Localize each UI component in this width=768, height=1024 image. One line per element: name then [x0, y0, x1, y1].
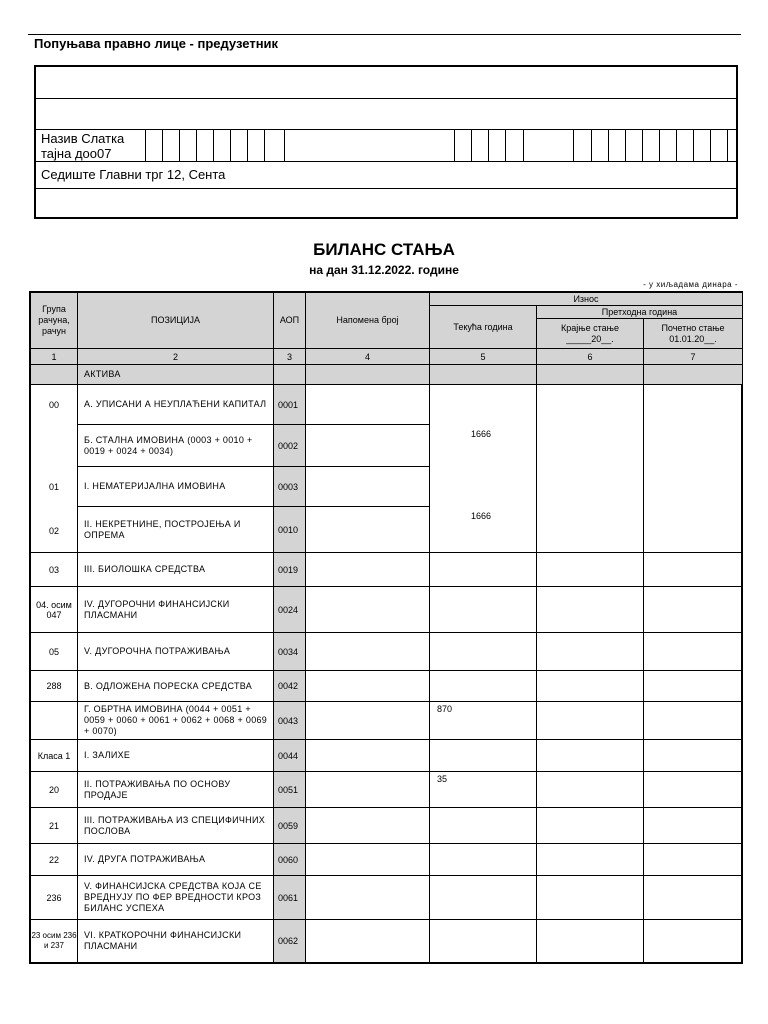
table-row-group: 21 [31, 808, 78, 844]
section-group-cell [31, 365, 78, 385]
digit-box[interactable] [264, 130, 284, 161]
current-cell[interactable] [430, 808, 537, 844]
digit-box[interactable] [454, 130, 471, 161]
table-row-aop: 0051 [274, 772, 306, 808]
table-row-group: 23 осим 236 и 237 [31, 920, 78, 962]
company-name-label: Назив Слатка тајна доо07 [41, 131, 125, 161]
note-cell[interactable] [306, 425, 430, 467]
digit-box[interactable] [505, 130, 523, 161]
note-cell[interactable] [306, 702, 430, 740]
digit-box[interactable] [179, 130, 196, 161]
opening-cell[interactable] [644, 772, 743, 808]
table-row-group: 05 [31, 633, 78, 671]
header-current-year: Текућа година [430, 306, 537, 349]
top-rule [28, 34, 741, 35]
section-closing-cell [537, 365, 644, 385]
table-row-aop: 0002 [274, 425, 306, 467]
closing-cell[interactable] [537, 587, 644, 633]
current-cell[interactable] [430, 587, 537, 633]
id-row-blank-2[interactable] [36, 99, 736, 130]
company-seat-label: Седиште Главни трг 12, Сента [41, 167, 226, 182]
opening-cell[interactable] [644, 740, 743, 772]
header-opening: Почетно стање 01.01.20__. [644, 319, 743, 349]
current-value: 1666 [471, 511, 492, 521]
current-value: 1666 [471, 429, 492, 439]
table-row-position: А. УПИСАНИ А НЕУПЛАЋЕНИ КАПИТАЛ [78, 385, 274, 425]
note-cell[interactable] [306, 507, 430, 553]
section-current-cell [430, 365, 537, 385]
table-row-position: II. НЕКРЕТНИНЕ, ПОСТРОЈЕЊА И ОПРЕМА [78, 507, 274, 553]
document-title: БИЛАНС СТАЊА [313, 240, 455, 259]
opening-cell[interactable] [644, 702, 743, 740]
opening-cell[interactable] [644, 671, 743, 702]
current-cell[interactable] [430, 633, 537, 671]
note-cell[interactable] [306, 920, 430, 962]
closing-cell[interactable] [537, 671, 644, 702]
digit-box[interactable] [693, 130, 710, 161]
table-row-position: III. ПОТРАЖИВАЊА ИЗ СПЕЦИФИЧНИХ ПОСЛОВА [78, 808, 274, 844]
note-cell[interactable] [306, 587, 430, 633]
table-row-group [31, 702, 78, 740]
col-number: 2 [78, 349, 274, 365]
current-cell[interactable] [430, 553, 537, 587]
note-cell[interactable] [306, 844, 430, 876]
table-row-group: 00 [49, 400, 60, 410]
closing-cell[interactable] [537, 772, 644, 808]
document-date: на дан 31.12.2022. године [309, 263, 459, 277]
col-number: 4 [306, 349, 430, 365]
current-value: 870 [437, 704, 453, 714]
note-cell[interactable] [306, 553, 430, 587]
header-note: Напомена број [306, 293, 430, 349]
closing-merged-cell[interactable] [537, 385, 644, 553]
opening-cell[interactable] [644, 553, 743, 587]
col-number: 1 [31, 349, 78, 365]
id-row-blank-3[interactable] [36, 189, 736, 219]
col-number: 3 [274, 349, 306, 365]
table-row-position: VI. КРАТКОРОЧНИ ФИНАНСИЈСКИ ПЛАСМАНИ [78, 920, 274, 962]
balance-sheet-table [29, 291, 743, 964]
closing-cell[interactable] [537, 553, 644, 587]
table-row-group: 03 [31, 553, 78, 587]
closing-cell[interactable] [537, 702, 644, 740]
table-row-position: Б. СТАЛНА ИМОВИНА (0003 + 0010 + 0019 + 0024 + 0034) [78, 425, 274, 467]
table-row-group: 22 [31, 844, 78, 876]
table-row-aop: 0043 [274, 702, 306, 740]
digit-box[interactable] [523, 130, 573, 161]
table-row-aop: 0034 [274, 633, 306, 671]
table-row-position: III. БИОЛОШКА СРЕДСТВА [78, 553, 274, 587]
closing-cell[interactable] [537, 633, 644, 671]
table-row-group: 288 [31, 671, 78, 702]
note-cell[interactable] [306, 876, 430, 920]
digit-box[interactable] [213, 130, 230, 161]
current-value: 35 [437, 774, 448, 784]
digit-box[interactable] [659, 130, 676, 161]
note-cell[interactable] [306, 467, 430, 507]
opening-merged-cell[interactable] [644, 385, 743, 553]
table-row-position: II. ПОТРАЖИВАЊА ПО ОСНОВУ ПРОДАЈЕ [78, 772, 274, 808]
current-cell[interactable] [430, 671, 537, 702]
current-cell[interactable] [430, 844, 537, 876]
digit-box[interactable] [488, 130, 505, 161]
table-row-aop: 0060 [274, 844, 306, 876]
opening-cell[interactable] [644, 633, 743, 671]
table-row-position: V. ФИНАНСИЈСКА СРЕДСТВА КОЈА СЕ ВРЕДНУЈУ ПО ФЕР ВРЕДНОСТИ КРОЗ БИЛАНС УСПЕХА [78, 876, 274, 920]
table-row-aop: 0042 [274, 671, 306, 702]
digit-box[interactable] [573, 130, 591, 161]
digit-box[interactable] [710, 130, 727, 161]
digit-box[interactable] [727, 130, 736, 161]
current-cell[interactable] [430, 876, 537, 920]
digit-box[interactable] [676, 130, 693, 161]
company-id-box [34, 65, 738, 219]
digit-box[interactable] [196, 130, 213, 161]
col-number: 5 [430, 349, 537, 365]
section-label: АКТИВА [78, 365, 274, 385]
table-row-position: В. ОДЛОЖЕНА ПОРЕСКА СРЕДСТВА [78, 671, 274, 702]
header-position: ПОЗИЦИЈА [78, 293, 274, 349]
table-row-group: 01 [49, 482, 60, 492]
digit-box[interactable] [162, 130, 179, 161]
table-row-position: I. ЗАЛИХЕ [78, 740, 274, 772]
company-name-row[interactable] [36, 130, 736, 162]
section-aop-cell [274, 365, 306, 385]
note-cell[interactable] [306, 385, 430, 425]
table-row-position: V. ДУГОРОЧНА ПОТРАЖИВАЊА [78, 633, 274, 671]
header-closing: Крајње стање _____20__. [537, 319, 644, 349]
table-row-aop: 0059 [274, 808, 306, 844]
note-cell[interactable] [306, 633, 430, 671]
table-row-position: Г. ОБРТНА ИМОВИНА (0044 + 0051 + 0059 + 0060 + 0061 + 0062 + 0068 + 0069 + 0070) [78, 702, 274, 740]
section-note-cell [306, 365, 430, 385]
table-row-position: IV. ДУГОРОЧНИ ФИНАНСИЈСКИ ПЛАСМАНИ [78, 587, 274, 633]
digit-box[interactable] [591, 130, 608, 161]
col-number: 7 [644, 349, 743, 365]
header-aop: АОП [274, 293, 306, 349]
digit-box[interactable] [642, 130, 659, 161]
id-row-blank-1[interactable] [36, 67, 736, 99]
digit-box[interactable] [230, 130, 247, 161]
note-cell[interactable] [306, 671, 430, 702]
table-row-group: 04. осим 047 [31, 587, 78, 633]
closing-cell[interactable] [537, 876, 644, 920]
note-cell[interactable] [306, 772, 430, 808]
table-row-aop: 0001 [274, 385, 306, 425]
current-year-merged-cell[interactable] [430, 385, 537, 553]
opening-cell[interactable] [644, 808, 743, 844]
digit-box[interactable] [625, 130, 642, 161]
table-row-position: IV. ДРУГА ПОТРАЖИВАЊА [78, 844, 274, 876]
company-seat-row[interactable] [36, 162, 736, 189]
table-row-aop: 0003 [274, 467, 306, 507]
header-group: Група рачуна, рачун [31, 293, 78, 349]
filled-by-label: Попуњава правно лице - предузетник [34, 36, 279, 51]
closing-cell[interactable] [537, 740, 644, 772]
current-cell[interactable] [430, 920, 537, 962]
table-row-group: Класа 1 [31, 740, 78, 772]
header-previous-year: Претходна година [537, 306, 743, 319]
table-row-group: 02 [49, 526, 60, 536]
digit-box[interactable] [145, 130, 162, 161]
opening-cell[interactable] [644, 876, 743, 920]
note-cell[interactable] [306, 740, 430, 772]
table-row-aop: 0010 [274, 507, 306, 553]
table-row-group: 236 [31, 876, 78, 920]
closing-cell[interactable] [537, 808, 644, 844]
closing-cell[interactable] [537, 844, 644, 876]
digit-box[interactable] [471, 130, 488, 161]
table-row-position: I. НЕМАТЕРИЈАЛНА ИМОВИНА [78, 467, 274, 507]
note-cell[interactable] [306, 808, 430, 844]
header-amount: Износ [430, 293, 743, 306]
table-row-aop: 0061 [274, 876, 306, 920]
table-row-aop: 0019 [274, 553, 306, 587]
opening-cell[interactable] [644, 844, 743, 876]
digit-box[interactable] [247, 130, 264, 161]
digit-box[interactable] [608, 130, 625, 161]
opening-cell[interactable] [644, 587, 743, 633]
table-row-aop: 0024 [274, 587, 306, 633]
col-number: 6 [537, 349, 644, 365]
table-row-aop: 0062 [274, 920, 306, 962]
units-note: - у хиљадама динара - [643, 280, 738, 289]
section-opening-cell [644, 365, 743, 385]
table-row-aop: 0044 [274, 740, 306, 772]
current-cell[interactable] [430, 740, 537, 772]
closing-cell[interactable] [537, 920, 644, 962]
table-row-group: 20 [31, 772, 78, 808]
digit-box[interactable] [284, 130, 454, 161]
opening-cell[interactable] [644, 920, 743, 962]
